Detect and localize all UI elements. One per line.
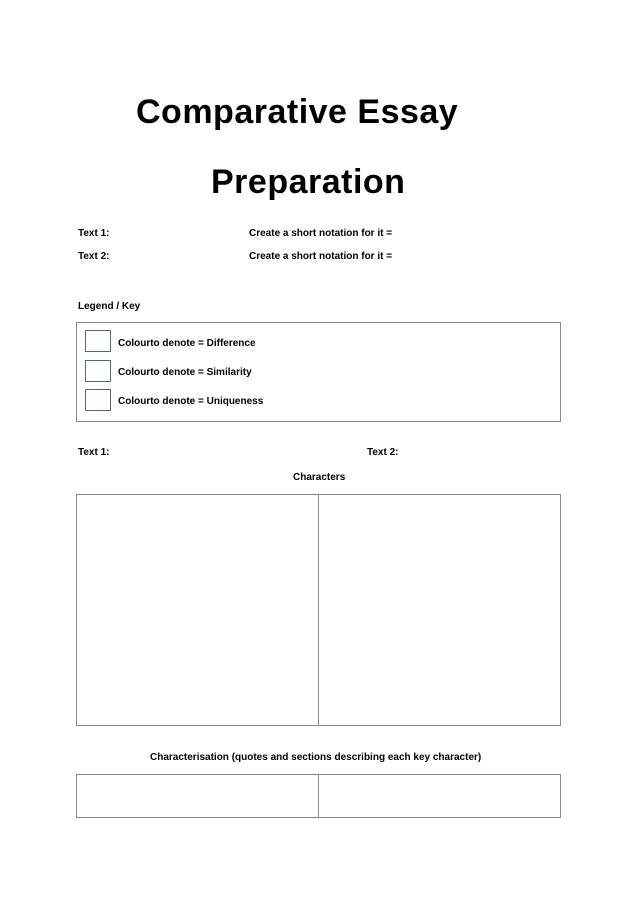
text1-label: Text 1: (78, 228, 110, 239)
uniqueness-colour-swatch[interactable] (85, 389, 111, 411)
characters-heading: Characters (293, 472, 346, 483)
difference-colour-swatch[interactable] (85, 330, 111, 352)
characterisation-text2-cell[interactable] (318, 775, 560, 817)
characterisation-text1-cell[interactable] (77, 775, 318, 817)
characterisation-table (76, 774, 561, 818)
legend-heading: Legend / Key (78, 301, 141, 312)
column-text1-label: Text 1: (78, 447, 110, 458)
characters-text2-cell[interactable] (318, 495, 560, 725)
legend-box (76, 322, 561, 422)
characters-table (76, 494, 561, 726)
characterisation-heading: Characterisation (quotes and sections describing each key character) (150, 752, 482, 763)
legend-item-similarity: Colourto denote = Similarity (118, 367, 252, 378)
legend-item-difference: Colourto denote = Difference (118, 338, 256, 349)
characters-text1-cell[interactable] (77, 495, 318, 725)
similarity-colour-swatch[interactable] (85, 360, 111, 382)
column-text2-label: Text 2: (367, 447, 399, 458)
text1-notation-label: Create a short notation for it = (249, 228, 393, 239)
page-title-line1: Comparative Essay (136, 93, 459, 131)
text2-notation-label: Create a short notation for it = (249, 251, 393, 262)
text2-label: Text 2: (78, 251, 110, 262)
legend-item-uniqueness: Colourto denote = Uniqueness (118, 396, 264, 407)
page-title-line2: Preparation (211, 163, 406, 201)
